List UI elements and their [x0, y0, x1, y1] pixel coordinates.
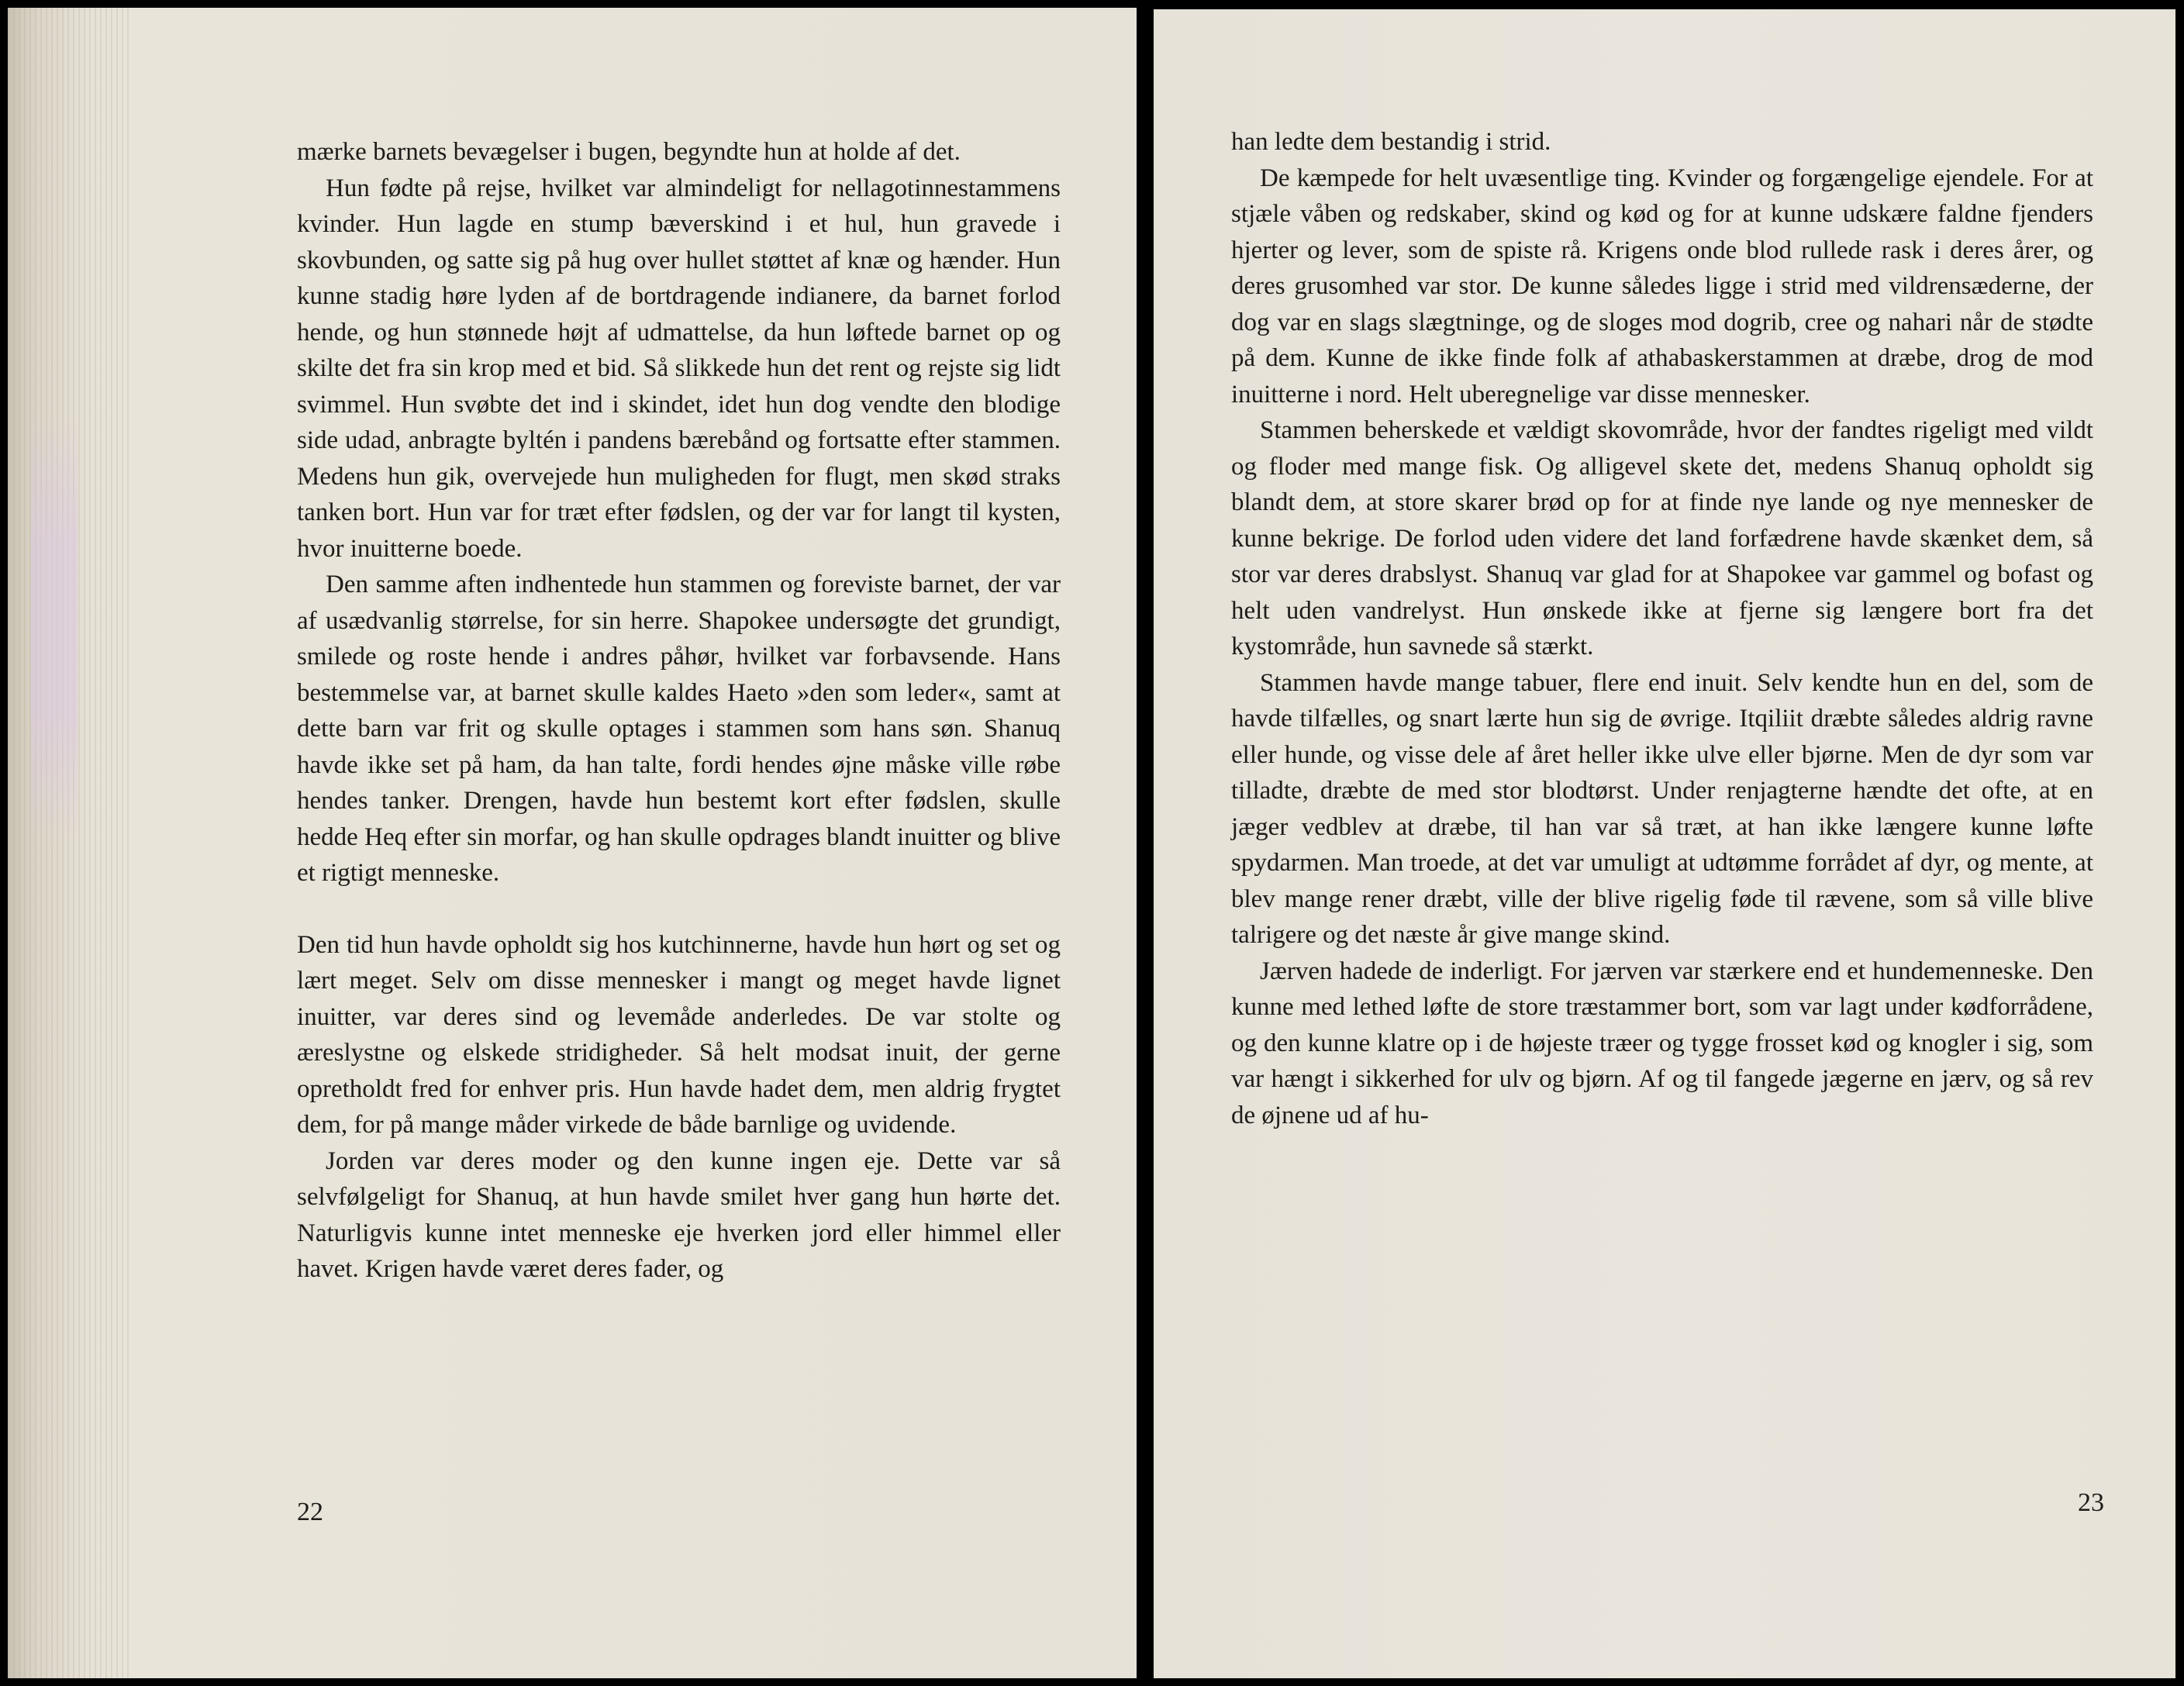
page-edge-tint [31, 411, 78, 845]
paragraph: Stammen beherskede et vældigt skovområde, hvor der fandtes rigeligt med vildt og floder med mange fisk. Og alligevel skete det, medens Shanuq opholdt sig blandt dem, at store skarer brød op for at finde nye lande og nye mennesker de kunne bekrige. De forlod uden videre det land forfædrene havde skænket dem, så stor var deres drabslyst. Shanuq var glad for at Shapokee var gammel og bofast og helt uden vandrelyst. Hun ønskede ikke at fjerne sig længere bort fra det kystområde, hun savnede så stærkt. [1231, 416, 2093, 660]
paragraph: han ledte dem bestandig i strid. [1231, 128, 1551, 156]
left-page-text [297, 134, 1061, 1288]
right-page [1154, 9, 2175, 1678]
paragraph: mærke barnets bevægelser i bugen, begyndte hun at holde af det. [297, 138, 961, 166]
right-page-text [1231, 124, 2093, 1133]
paragraph: Jorden var deres moder og den kunne ingen eje. Dette var så selvfølgeligt for Shanuq, at hun havde smilet hver gang hun hørte det. Naturligvis kunne intet menneske eje hverken jord eller himmel eller havet. Krigen havde været deres fader, og [297, 1146, 1061, 1283]
paragraph: Den samme aften indhentede hun stammen og foreviste barnet, der var af usædvanlig størrelse, for sin herre. Shapokee undersøgte det grundigt, smilede og roste hende i andres påhør, hvilket var forbavsende. Hans bestemmelse var, at barnet skulle kaldes Haeto »den som leder«, samt at dette barn var frit og skulle optages i stammen som hans søn. Shanuq havde ikke set på ham, da han talte, fordi hendes øjne måske ville røbe hendes tanker. Drengen, havde hun bestemt kort efter fødslen, skulle hedde Heq efter sin morfar, og han skulle opdrages blandt inuitter og blive et rigtigt menneske. [297, 571, 1061, 887]
page-number: 22 [297, 1498, 323, 1526]
paragraph: De kæmpede for helt uvæsentlige ting. Kvinder og forgængelige ejendele. For at stjæle våben og redskaber, skind og kød og for at kunne udskære faldne fjenders hjerter og lever, som de spiste rå. Krigens onde blod rullede rask i deres årer, og deres grusomhed var stor. De kunne således ligge i strid med vildrensæderne, der dog var en slags slægtninge, og de sloges mod dogrib, cree og nahari når de stødte på dem. Kunne de ikke finde folk af athabaskerstammen at dræbe, drog de mod inuitterne i nord. Helt uberegnelige var disse mennesker. [1231, 164, 2093, 409]
paragraph: Jærven hadede de inderligt. For jærven var stærkere end et hundemenneske. Den kunne med lethed løfte de store træstammer bort, som var lagt under kødforrådene, og den kunne klatre op i de højeste træer og tygge frosset kød og knogler i sig, som var hængt i sikkerhed for ulv og bjørn. Af og til fangede jægerne en jærv, og så rev de øjnene ud af hu- [1231, 957, 2093, 1129]
page-number: 23 [2078, 1488, 2104, 1517]
paragraph: Den tid hun havde opholdt sig hos kutchinnerne, havde hun hørt og set og lært meget. Selv om disse mennesker i mangt og meget havde lignet inuitter, var deres sind og levemåde anderledes. De var stolte og æreslystne og elskede stridigheder. Så helt modsat inuit, der gerne opretholdt fred for enhver pris. Hun havde hadet dem, men aldrig frygtet dem, for på mange måder virkede de både barnlige og uvidende. [297, 930, 1061, 1139]
paragraph: Hun fødte på rejse, hvilket var almindeligt for nellagotinnestammens kvinder. Hun lagde en stump bæverskind i et hul, hun gravede i skovbunden, og satte sig på hug over hullet støttet af knæ og hænder. Hun kunne stadig høre lyden af de bortdragende indianere, da barnet forlod hende, og hun stønnede højt af udmattelse, da hun løftede barnet op og skilte det fra sin krop med et bid. Så slikkede hun det rent og rejste sig lidt svimmel. Hun svøbte det ind i skindet, idet hun dog vendte den blodige side udad, anbragte byltén i pandens bærebånd og fortsatte efter stammen. Medens hun gik, overvejede hun muligheden for flugt, men skød straks tanken bort. Hun var for træt efter fødslen, og der var for langt til kysten, hvor inuitterne boede. [297, 174, 1061, 563]
paragraph: Stammen havde mange tabuer, flere end inuit. Selv kendte hun en del, som de havde tilfælles, og snart lærte hun sig de øvrige. Itqiliit dræbte således aldrig ravne eller hunde, og visse dele af året heller ikke ulve eller bjørne. Men de dyr som var tilladte, dræbte de med stor blodtørst. Under renjagterne hændte det ofte, at en jæger vedblev at dræbe, til han var så træt, at han ikke længere kunne løfte spydarmen. Man troede, at det var umuligt at udtømme forrådet af dyr, og mente, at blev mange rener dræbt, ville der blive rigelig føde til rævene, som så ville blive talrigere og det næste år give mange skind. [1231, 668, 2093, 949]
left-page [8, 8, 1137, 1678]
